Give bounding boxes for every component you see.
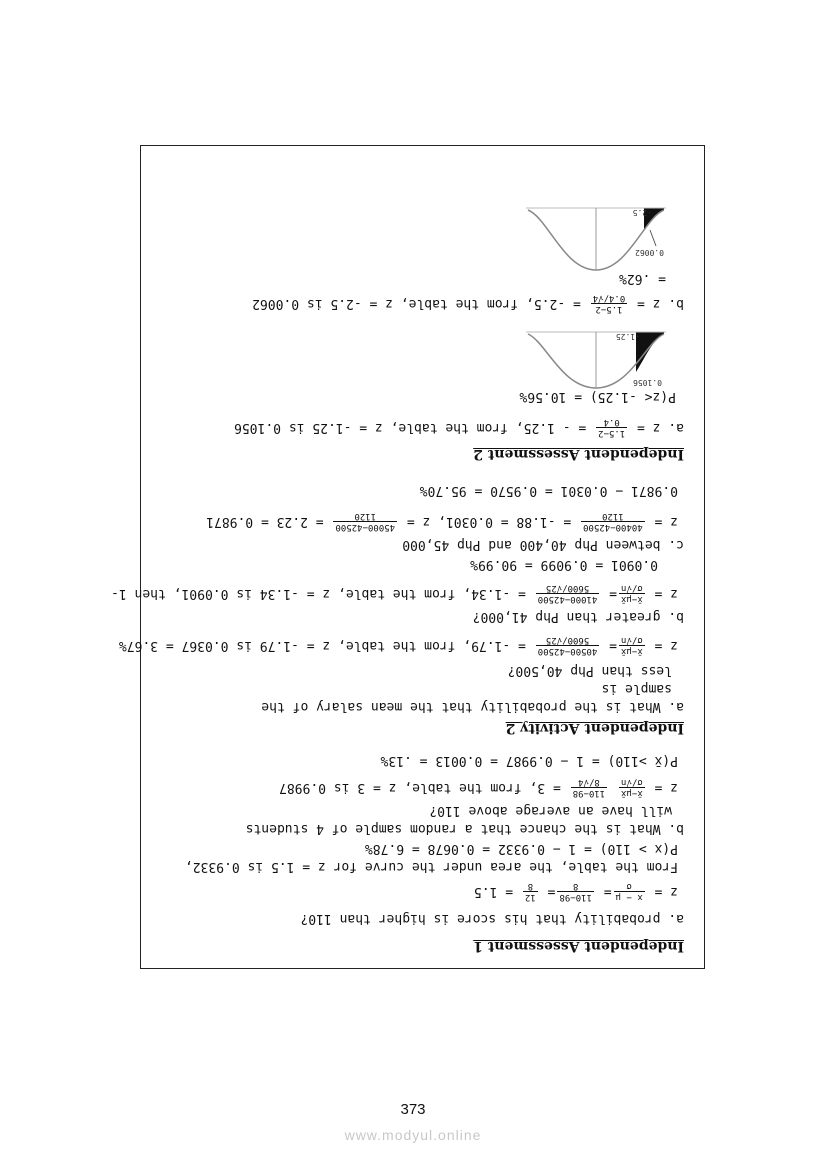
- z-lhs: z =: [654, 586, 678, 601]
- watermark: www.modyul.online: [344, 1127, 482, 1143]
- z-lhs: z =: [654, 514, 678, 529]
- ac2-b-continuation: 0.0901 = 0.9099 = 90.99%: [470, 557, 658, 572]
- ia1-b-probability: P(x̄ >110) = 1 − 0.9987 = 0.0013 = .13%: [380, 753, 678, 768]
- z-result: = -1.34, from the table, z = -1.34 is 0.0901, then 1-: [111, 586, 526, 601]
- z-result: = - 1.25, from the table, z = -1.25 is 0.1056: [234, 420, 587, 435]
- rotated-content: [111, 146, 706, 970]
- z-axis-label: -2.5: [632, 208, 652, 217]
- content-frame: [111, 145, 705, 969]
- fraction: 1.5−2 0.4/√4: [592, 293, 626, 314]
- ia2-b-z-line: [252, 293, 684, 314]
- z-lhs: b. z =: [637, 296, 684, 311]
- fraction: 40400−42500 1120: [583, 511, 643, 532]
- ia1-heading: Independent Assessment 1: [473, 938, 684, 954]
- ac2-c-final: 0.9871 − 0.0301 = 0.9570 = 95.70%: [419, 483, 678, 498]
- fraction: 45000−42500 1120: [335, 511, 396, 532]
- ac2-a-question-1: a. What is the probability that the mean salary of the: [261, 699, 684, 714]
- fraction: 40500−42500 5600/√25: [537, 635, 598, 656]
- fraction: x̄−μx̄ σ/√n: [621, 583, 643, 604]
- ia2-a-z-line: [234, 417, 684, 438]
- z-lhs: z =: [654, 780, 678, 795]
- ac2-a-z-line: z = x̄−μx̄ σ/√n = 40500−42500 5600/√25 = -1.79, from the table, z = -1.79 is 0.0367 = 3.67%: [118, 635, 678, 656]
- fraction: 41000−42500 5600/√25: [537, 583, 598, 604]
- z-result: = 2.23 = 0.9871: [206, 514, 324, 529]
- normal-curve-1: [526, 328, 666, 392]
- z-lhs: z =: [654, 884, 678, 899]
- ia1-b-z-line: [279, 777, 678, 798]
- page-number: 373: [400, 1101, 426, 1118]
- ac2-c-question: c. between Php 40,400 and Php 45,000: [402, 537, 684, 552]
- fraction: x − μ σ: [615, 881, 643, 902]
- shaded-area-label: 0.1056: [633, 378, 662, 387]
- ia1-b-question-1: b. What is the chance that a random sample of 4 students: [245, 821, 684, 836]
- ac2-b-z-line: z = x̄−μx̄ σ/√n = 41000−42500 5600/√25 = -1.34, from the table, z = -1.34 is 0.0901, then 1-: [111, 583, 678, 604]
- ac2-b-question: b. greater than Php 41,000?: [472, 609, 684, 624]
- z-result: = 3, from the table, z = 3 is 0.9987: [279, 780, 561, 795]
- z-result: = -1.79, from the table, z = -1.79 is 0.0367 = 3.67%: [118, 638, 526, 653]
- ia1-a-question: a. probability that his score is higher than 110?: [300, 911, 684, 926]
- fraction: x̄−μx̄ σ/√n: [621, 777, 643, 798]
- pointer-arrow: [650, 230, 656, 246]
- z-lhs: z =: [654, 638, 678, 653]
- z-result: = 1.5: [473, 884, 514, 899]
- ia1-b-question-2: will have an average above 110?: [429, 803, 672, 818]
- ia1-table-line: From the table, the area under the curve for z = 1.5 is 0.9332,: [184, 859, 678, 874]
- ia1-a-z-line: z = x − μ σ = 110−98 8 = 12 8 = 1.5: [473, 881, 678, 902]
- z-middle: = -1.88 = 0.0301, z =: [406, 514, 572, 529]
- fraction: x̄−μx̄ σ/√n: [621, 635, 643, 656]
- ac2-heading: Independent Activity 2: [505, 720, 684, 736]
- ia1-probability: P(x > 110) = 1 − 0.9332 = 0.0678 = 6.78%: [364, 841, 678, 856]
- ac2-c-z-line: [206, 511, 678, 532]
- z-result: = -2.5, from the table, z = -2.5 is 0.0062: [252, 296, 581, 311]
- fraction: 110−98 8: [559, 881, 592, 902]
- shaded-area-label: 0.0062: [635, 248, 664, 257]
- ac2-a-question-2: sample is: [601, 681, 672, 696]
- ia2-a-probability: P(z< -1.25) = 10.56%: [519, 389, 676, 404]
- fraction: 1.5−2 0.4: [598, 417, 626, 438]
- shaded-left-tail: [636, 332, 664, 372]
- ia2-b-probability: = .62%: [619, 271, 666, 286]
- ia2-heading: Independent Assessment 2: [473, 446, 684, 462]
- ac2-a-question-3: less than Php 40,500?: [507, 663, 672, 678]
- z-axis-label: -1.25: [615, 332, 640, 341]
- fraction: 12 8: [524, 881, 536, 902]
- z-lhs: a. z =: [637, 420, 684, 435]
- normal-curve-2: [526, 204, 666, 276]
- fraction: 110−98 8/√4: [572, 777, 606, 798]
